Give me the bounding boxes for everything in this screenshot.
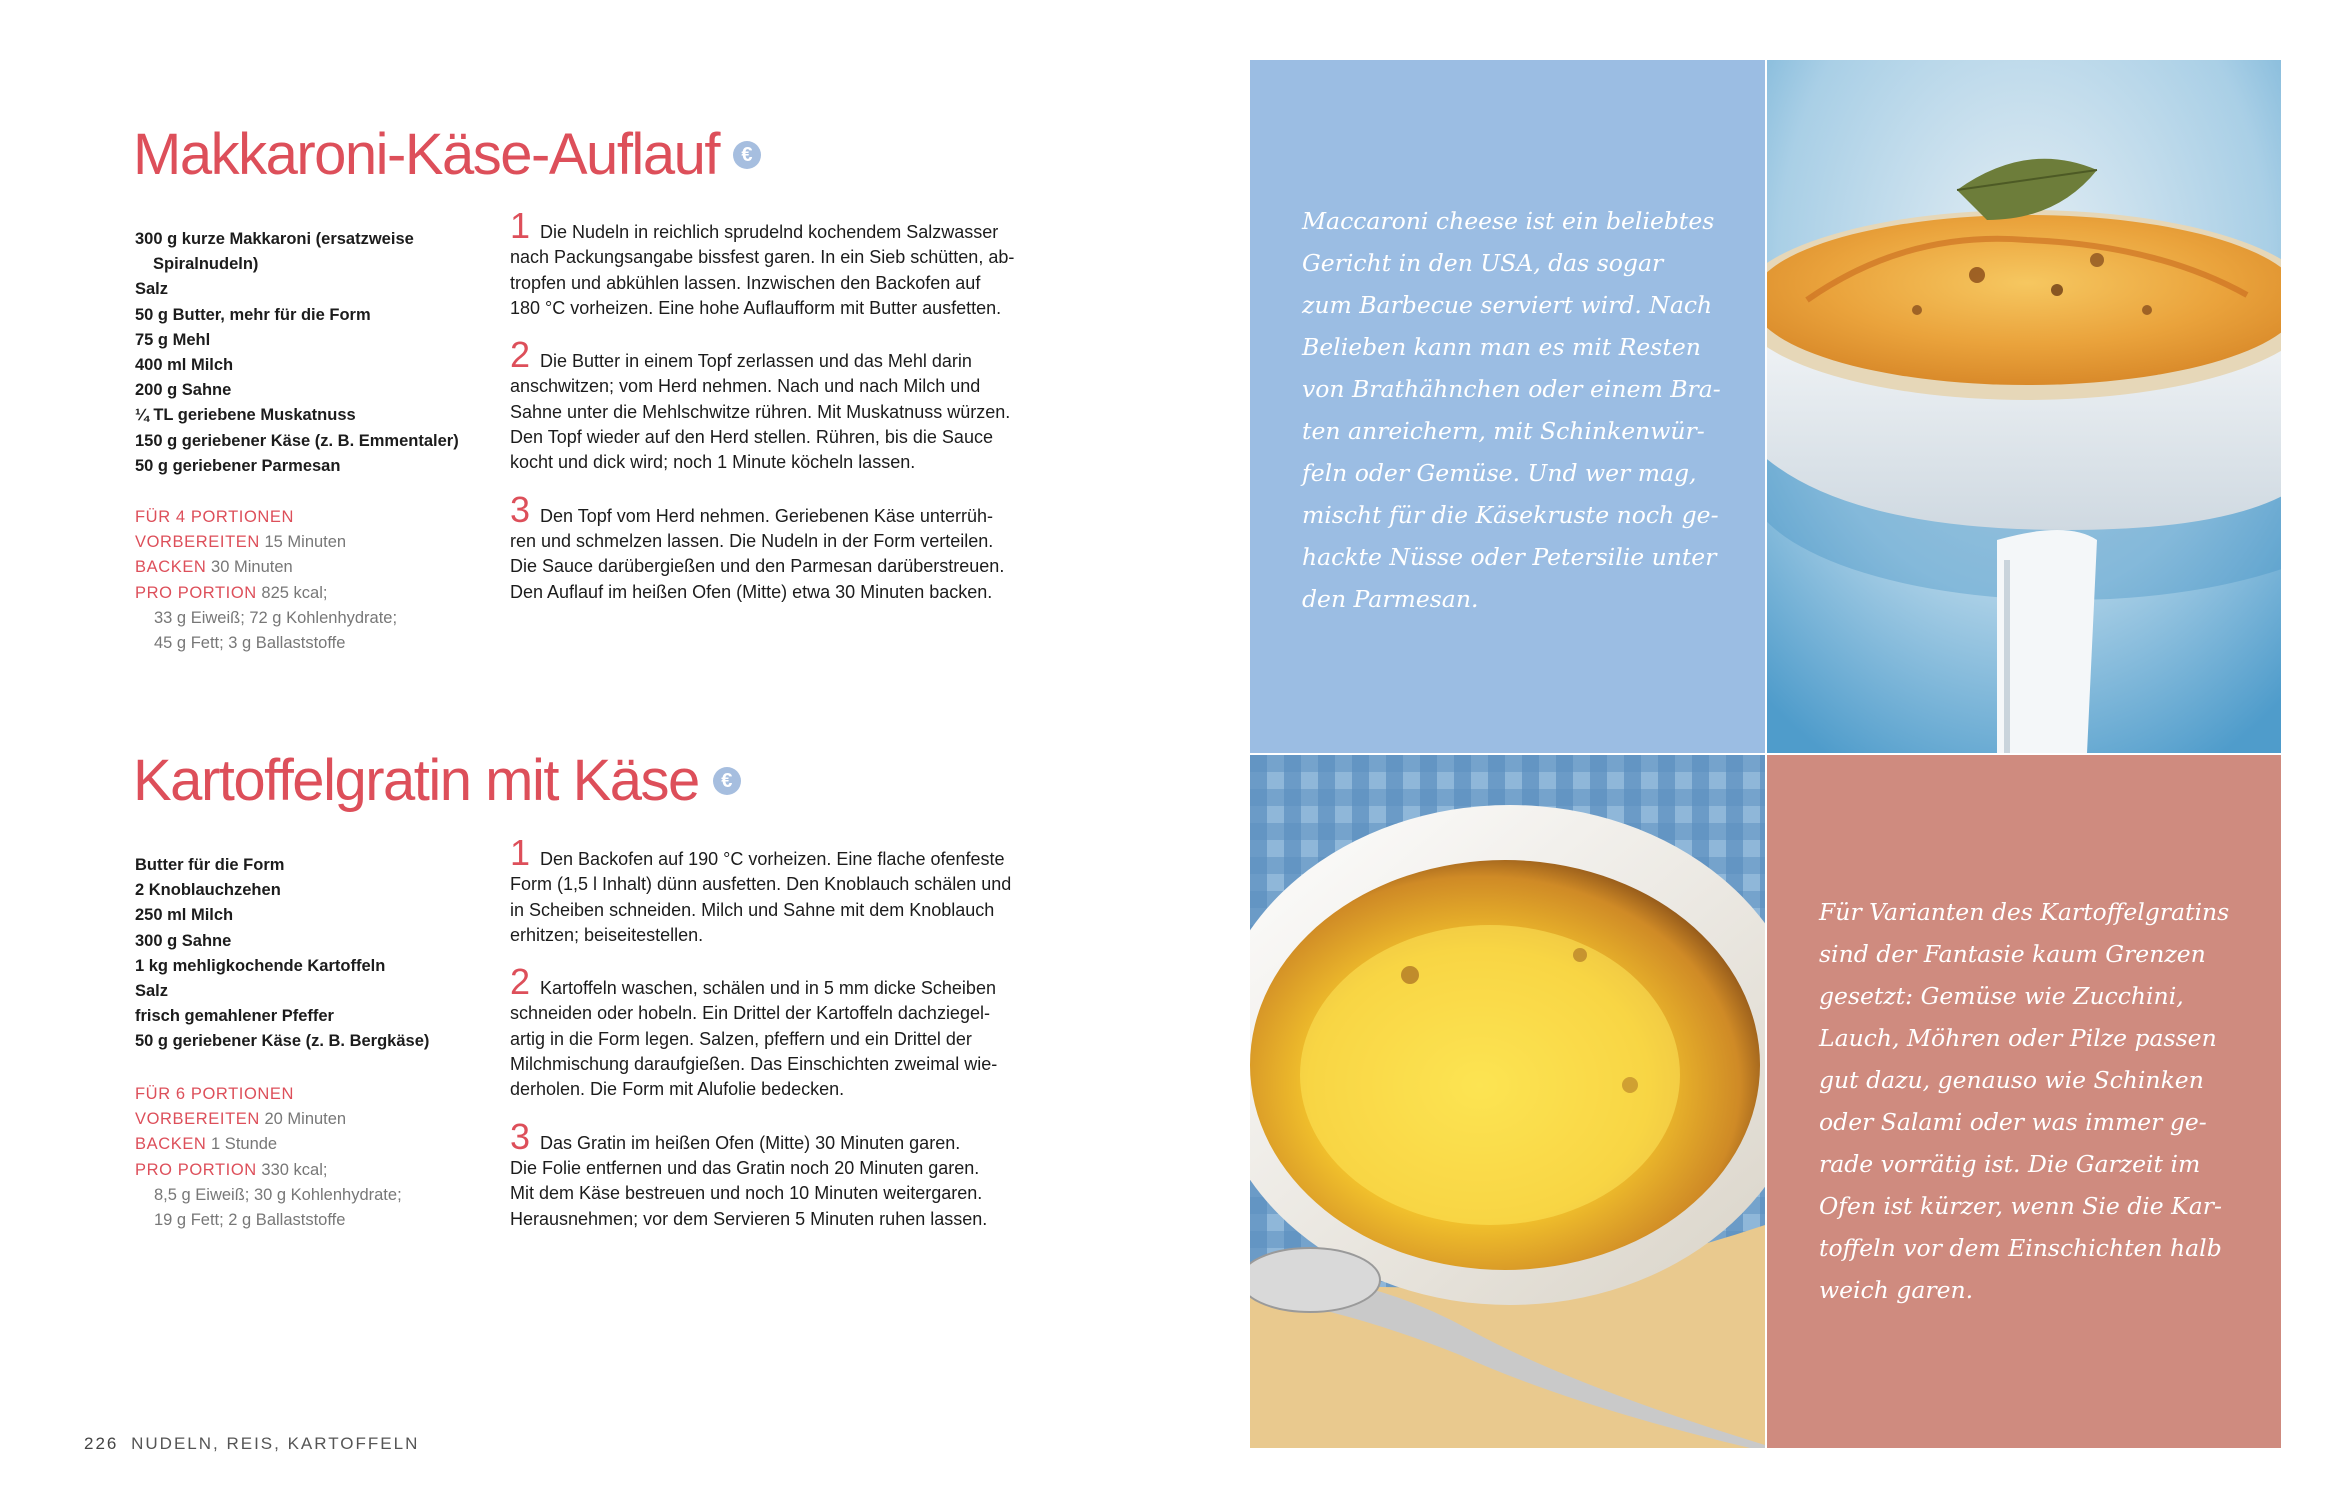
recipe1-title-text: Makkaroni-Käse-Auflauf	[133, 122, 719, 187]
ingredient: 300 g kurze Makkaroni (ersatzweise	[135, 230, 414, 248]
step-number: 3	[510, 488, 531, 530]
potato-gratin-photo	[1250, 755, 1765, 1448]
macaroni-cheese-illustration	[1767, 60, 2281, 753]
nutrition-line: 19 g Fett; 2 g Ballaststoffe	[154, 1211, 346, 1230]
ingredient: Salz	[135, 280, 169, 299]
recipe1-ingredients	[135, 227, 459, 479]
recipe1-steps	[510, 205, 1015, 629]
tip-panel-red	[1767, 755, 2281, 1448]
euro-icon: €	[733, 141, 761, 169]
recipe2-ingredients	[135, 853, 429, 1055]
euro-icon: €	[713, 767, 741, 795]
step-number: 1	[510, 832, 531, 873]
portion-kcal: PRO PORTION 825 kcal;	[135, 583, 328, 602]
ingredient: 150 g geriebener Käse (z. B. Emmentaler)	[135, 431, 459, 450]
ingredient: ¼ TL geriebene Muskatnuss	[135, 406, 356, 425]
tip1-text: Maccaroni cheese ist ein beliebtes Gericht in den USA, das sogar zum Barbecue serviert wird. Nach Belieben kann man es mit Resten von Brathähnchen oder einem Bra- ten anreichern, mit Schinkenwür- feln oder Gemüse. Und wer mag, mischt für die Käsekruste noch ge- hackte Nüsse oder Petersilie unter den Parmesan.	[1302, 207, 1721, 613]
portions: FÜR 4 PORTIONEN	[135, 508, 295, 526]
step-number: 1	[510, 205, 531, 246]
portion-kcal: PRO PORTION 330 kcal;	[135, 1160, 328, 1179]
ingredient: Salz	[135, 982, 169, 1001]
nutrition-line: 33 g Eiweiß; 72 g Kohlenhydrate;	[154, 608, 398, 627]
step-1: 1 Den Backofen auf 190 °C vorheizen. Eine flache ofenfeste Form (1,5 l Inhalt) dünn ausfetten. Den Knoblauch schälen und in Scheiben schneiden. Milch und Sahne mit dem Knoblauch erhitzen; beiseitestellen.	[510, 832, 1012, 945]
tip2-text: Für Varianten des Kartoffelgratins sind der Fantasie kaum Grenzen gesetzt: Gemüse wie Zucchini, Lauch, Möhren oder Pilze passen gut dazu, genauso wie Schinken oder Salami oder was immer ge- rade vorrätig ist. Die Garzeit im Ofen ist kürzer, wenn Sie die Kar- toffeln vor dem Einschichten halb weich garen.	[1819, 898, 2230, 1304]
ingredient: 200 g Sahne	[135, 381, 232, 400]
ingredient: 400 ml Milch	[135, 356, 234, 375]
recipe2-title	[133, 748, 741, 813]
recipe1-meta	[135, 505, 397, 656]
tip-panel-blue	[1250, 60, 1765, 753]
prep-time: VORBEREITEN 20 Minuten	[135, 1110, 347, 1129]
ingredient: 75 g Mehl	[135, 330, 211, 349]
ingredient: 50 g geriebener Käse (z. B. Bergkäse)	[135, 1032, 430, 1051]
ingredient: Spiralnudeln)	[153, 255, 259, 274]
ingredient: 2 Knoblauchzehen	[135, 881, 281, 900]
recipe2-steps	[510, 832, 1012, 1256]
ingredient: frisch gemahlener Pfeffer	[135, 1007, 334, 1026]
ingredient: Butter für die Form	[135, 856, 285, 874]
section-title: NUDELN, REIS, KARTOFFELN	[131, 1434, 420, 1453]
macaroni-cheese-photo	[1767, 60, 2281, 753]
ingredient: 250 ml Milch	[135, 906, 234, 925]
nutrition-line: 8,5 g Eiweiß; 30 g Kohlenhydrate;	[154, 1185, 402, 1204]
nutrition-line: 45 g Fett; 3 g Ballaststoffe	[154, 634, 346, 653]
step-3: 3 Das Gratin im heißen Ofen (Mitte) 30 Minuten garen. Die Folie entfernen und das Gratin noch 20 Minuten garen. Mit dem Käse bestreuen und noch 10 Minuten weitergaren. Herausnehmen; vor dem Servieren 5 Minuten ruhen lassen.	[510, 1115, 988, 1229]
ingredient: 300 g Sahne	[135, 931, 232, 950]
recipe1-title	[133, 122, 761, 187]
page-footer	[84, 1434, 419, 1454]
prep-time: VORBEREITEN 15 Minuten	[135, 533, 347, 552]
step-2: 2 Kartoffeln waschen, schälen und in 5 mm dicke Scheiben schneiden oder hobeln. Ein Drittel der Kartoffeln dachziegel- artig in die Form legen. Salzen, pfeffern und ein Drittel der Milchmischung daraufgießen. Das Einschichten zweimal wie- derholen. Die Form mit Alufolie bedecken.	[510, 961, 998, 1100]
potato-gratin-illustration	[1250, 755, 1765, 1448]
cook-time: BACKEN 1 Stunde	[135, 1135, 278, 1154]
ingredient: 50 g geriebener Parmesan	[135, 456, 341, 475]
portions: FÜR 6 PORTIONEN	[135, 1085, 295, 1103]
page-number: 226	[84, 1434, 119, 1453]
ingredient: 50 g Butter, mehr für die Form	[135, 305, 371, 324]
step-number: 2	[510, 961, 531, 1003]
recipe2-title-text: Kartoffelgratin mit Käse	[133, 748, 699, 813]
cook-time: BACKEN 30 Minuten	[135, 558, 293, 577]
step-number: 3	[510, 1115, 531, 1157]
ingredient: 1 kg mehligkochende Kartoffeln	[135, 956, 386, 975]
step-2: 2 Die Butter in einem Topf zerlassen und das Mehl darin anschwitzen; vom Herd nehmen. Nach und nach Milch und Sahne unter die Mehlschwitze rühren. Mit Muskatnuss würzen. Den Topf wieder auf den Herd stellen. Rühren, bis die Sauce kocht und dick wird; noch 1 Minute köcheln lassen.	[510, 334, 1011, 473]
recipe2-meta	[135, 1082, 402, 1233]
step-1: 1 Die Nudeln in reichlich sprudelnd kochendem Salzwasser nach Packungsangabe bissfest garen. In ein Sieb schütten, ab- tropfen und abkühlen lassen. Inzwischen den Backofen auf 180 °C vorheizen. Eine hohe Auflaufform mit Butter ausfetten.	[510, 205, 1015, 318]
step-3: 3 Den Topf vom Herd nehmen. Geriebenen Käse unterrüh- ren und schmelzen lassen. Die Nudeln in der Form verteilen. Die Sauce darübergießen und den Parmesan darüberstreuen. Den Auflauf im heißen Ofen (Mitte) etwa 30 Minuten backen.	[510, 488, 1005, 602]
step-number: 2	[510, 334, 531, 376]
